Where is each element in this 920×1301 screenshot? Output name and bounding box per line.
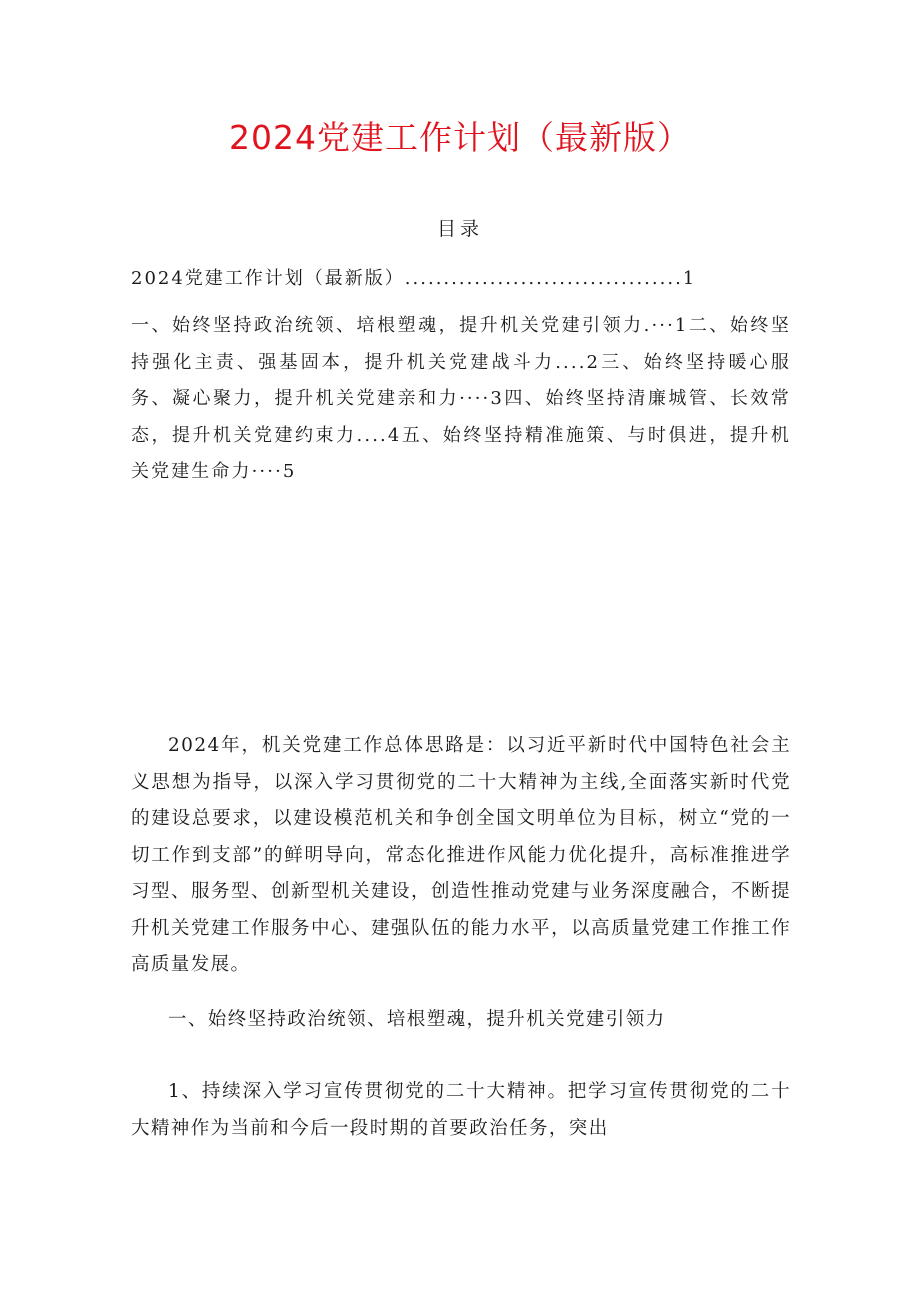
toc-entries: 一、始终坚持政治统领、培根塑魂，提升机关党建引领力.···1二、始终坚持强化主责、强基固本，提升机关党建战斗力....2三、始终坚持暖心服务、凝心聚力，提升机关党建亲和力····3四、始终坚持清廉城管、长效常态，提升机关党建约束力....4五、始终坚持精准施策、与时俱进，提升机关党建生命力····5 [131, 315, 791, 482]
intro-paragraph: 2024年，机关党建工作总体思路是：以习近平新时代中国特色社会主义思想为指导，以深入学习贯彻党的二十大精神为主线,全面落实新时代党的建设总要求，以建设模范机关和争创全国文明单位为目标，树立“党的一切工作到支部”的鲜明导向，常态化推进作风能力优化提升，高标准推进学习型、服务型、创新型机关建设，创造性推动党建与业务深度融合，不断提升机关党建工作服务中心、建强队伍的能力水平，以高质量党建工作推工作高质量发展。 [131, 735, 791, 975]
section-heading: 一、始终坚持政治统领、培根塑魂，提升机关党建引领力 [168, 1009, 666, 1030]
toc-entry-title: 2024党建工作计划（最新版）....................................1 [131, 268, 697, 289]
document-title: 2024党建工作计划（最新版） [229, 118, 691, 157]
section-paragraph: 1、持续深入学习宣传贯彻党的二十大精神。把学习宣传贯彻党的二十大精神作为当前和今后一段时期的首要政治任务，突出 [131, 1081, 791, 1139]
toc-heading: 目录 [436, 218, 483, 240]
